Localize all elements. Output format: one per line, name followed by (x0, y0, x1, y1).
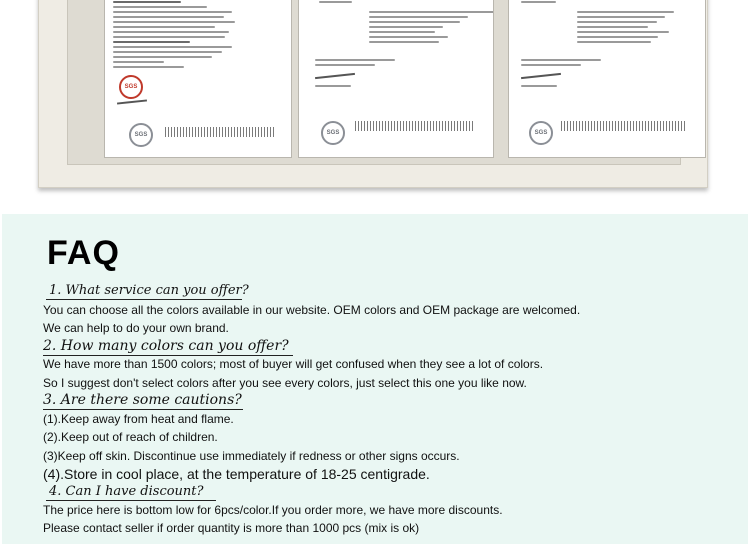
faq-answer-3-line-3: (3)Keep off skin. Discontinue use immediately if redness or other signs occurs. (43, 449, 460, 463)
seal-icon: SGS (119, 75, 143, 99)
picture-frame (38, 0, 708, 188)
certificate-section (0, 0, 750, 200)
seal-icon: SGS (529, 121, 553, 145)
certificate-page-1 (104, 0, 292, 158)
certificate-page-3 (508, 0, 706, 158)
faq-answer-1-line-2: We can help to do your own brand. (43, 321, 229, 335)
faq-section (2, 214, 748, 544)
faq-answer-3-line-4: (4).Store in cool place, at the temperature of 18-25 centigrade. (43, 466, 430, 482)
faq-question-2: 2. How many colors can you offer? (43, 338, 289, 354)
seal-icon: SGS (129, 123, 153, 147)
faq-answer-3-line-2: (2).Keep out of reach of children. (43, 430, 218, 444)
faq-question-4: 4. Can I have discount? (49, 484, 204, 499)
faq-question-3: 3. Are there some cautions? (43, 392, 242, 408)
question-underline (43, 355, 293, 356)
faq-answer-4-line-1: The price here is bottom low for 6pcs/color.If you order more, we have more discounts. (43, 503, 503, 517)
faq-answer-2-line-2: So I suggest don't select colors after you see every colors, just select this one you like now. (43, 376, 527, 390)
frame-mat (67, 0, 681, 165)
faq-question-1: 1. What service can you offer? (49, 283, 249, 298)
faq-answer-3-line-1: (1).Keep away from heat and flame. (43, 412, 234, 426)
faq-answer-1-line-1: You can choose all the colors available in our website. OEM colors and OEM package are welcomed. (43, 303, 581, 317)
seal-icon: SGS (321, 121, 345, 145)
faq-answer-2-line-1: We have more than 1500 colors; most of buyer will get confused when they see a lot of colors. (43, 357, 544, 371)
question-underline (43, 409, 243, 410)
faq-answer-4-line-2: Please contact seller if order quantity is more than 1000 pcs (mix is ok) (43, 521, 420, 535)
question-underline (46, 299, 242, 300)
certificate-page-2 (298, 0, 494, 158)
faq-title: FAQ (47, 234, 120, 272)
question-underline (46, 500, 216, 501)
